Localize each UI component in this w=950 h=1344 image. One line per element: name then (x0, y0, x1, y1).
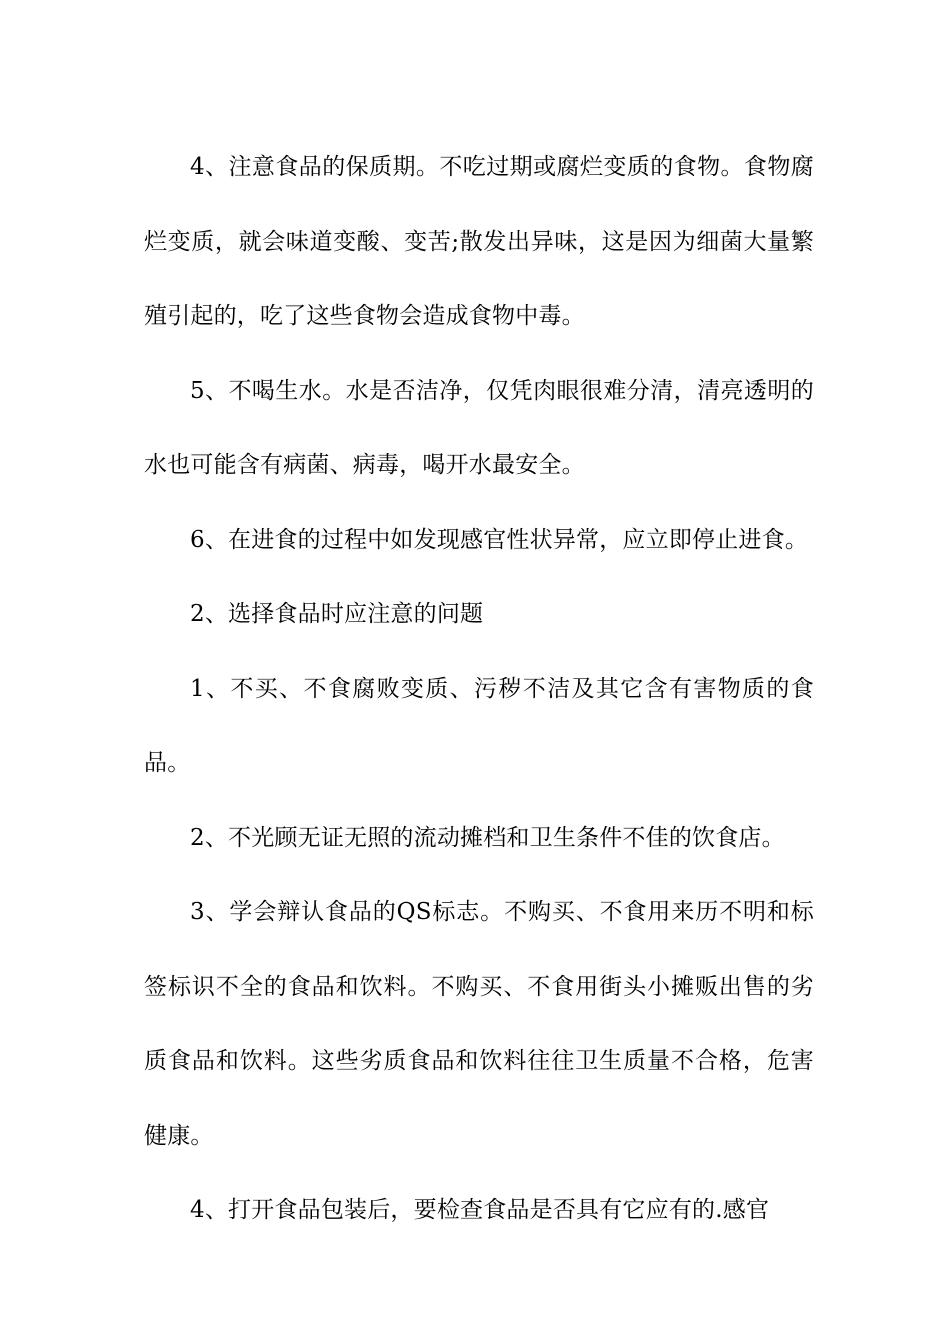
paragraph-no-raw-water: 5、不喝生水。水是否洁净，仅凭肉眼很难分清，清亮透明的水也可能含有病菌、病毒，喝开水最安全。 (144, 377, 814, 478)
paragraph-shelf-life: 4、注意食品的保质期。不吃过期或腐烂变质的食物。食物腐烂变质，就会味道变酸、变苦;散发出异味，这是因为细菌大量繁殖引起的，吃了这些食物会造成食物中毒。 (144, 154, 814, 329)
paragraph-no-spoiled-food: 1、不买、不食腐败变质、污秽不洁及其它含有害物质的食品。 (144, 675, 814, 776)
paragraph-check-package: 4、打开食品包装后，要检查食品是否具有它应有的.感官 (190, 1197, 770, 1223)
paragraph-no-unlicensed-stalls: 2、不光顾无证无照的流动摊档和卫生条件不佳的饮食店。 (190, 824, 785, 851)
paragraph-qs-mark: 3、学会辩认食品的QS标志。不购买、不食用来历不明和标签标识不全的食品和饮料。不购买、不食用街头小摊贩出售的劣质食品和饮料。这些劣质食品和饮料往往卫生质量不合格，危害健康。 (144, 899, 814, 1149)
paragraph-stop-eating: 6、在进食的过程中如发现感官性状异常，应立即停止进食。 (190, 526, 809, 553)
section-heading-food-selection: 2、选择食品时应注意的问题 (190, 601, 484, 627)
document-body (144, 130, 814, 1248)
